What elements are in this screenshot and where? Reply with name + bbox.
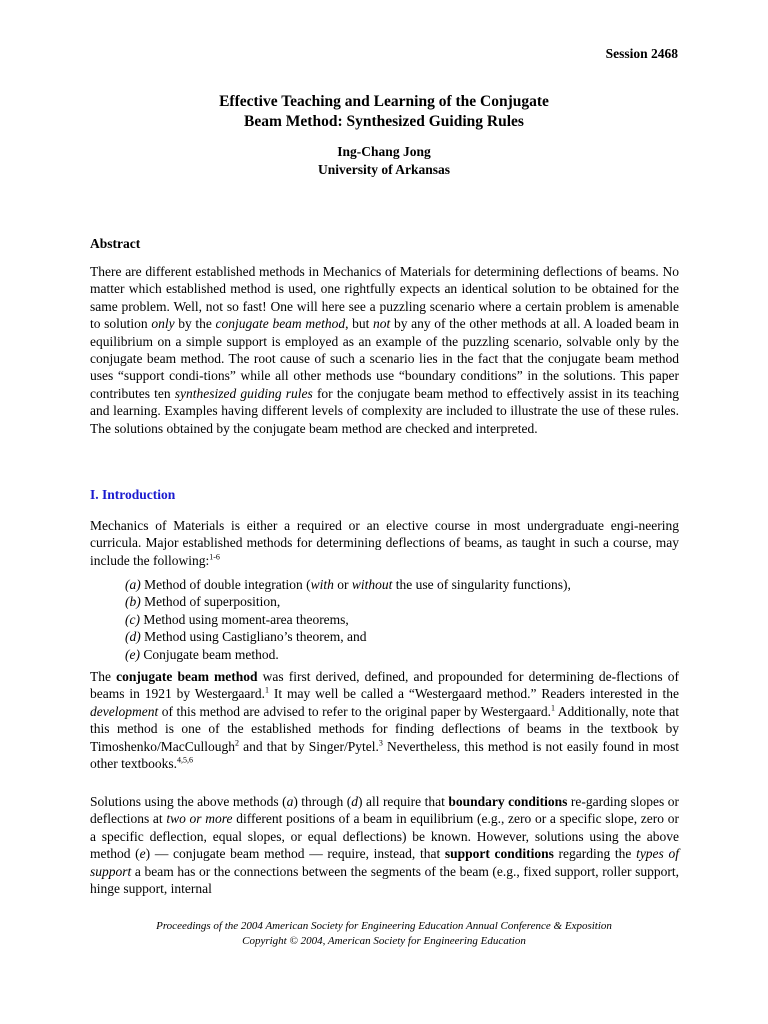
author-affiliation: University of Arkansas: [317, 162, 450, 177]
citation-ref: 4,5,6: [177, 755, 193, 765]
title-line-1: Effective Teaching and Learning of the Conjugate: [219, 93, 549, 110]
intro-paragraph-2: The conjugate beam method was first derived, defined, and propounded for determining de-flections of beams in 1921 by Westergaard.$^1$ It may well be called a “Westergaard method.” Readers interested in the development of this method are advised to refer to the original paper by Westergaard.$^1$ Additionally, note that this method is one of the established methods for finding deflections of beams in the textbook by Timoshenko/MacCullough$^2$ and that by Singer/Pytel.$^3$ Nevertheless, this method is not easily found in most other textbooks.$^{4,5,6}$: [90, 669, 680, 772]
list-item: (a) Method of double integration (with or without the use of singularity functions),: [125, 577, 571, 592]
citation-ref: 3: [378, 738, 383, 748]
intro-paragraph-3: Solutions using the above methods (a) through (d) all require that boundary conditions re-garding slopes or deflections at two or more different positions of a beam in equilibrium (e.g., zero or a specific slope, zero or a specific deflection, equal slopes, or equal deflections) be known. However, solutions using the above method (e) — conjugate beam method — require, instead, that support conditions regarding the types of support a beam has or the connections between the segments of the beam (e.g., fixed support, roller support, hinge support, internal: [90, 794, 679, 897]
author-name: Ing-Chang Jong: [337, 144, 431, 159]
introduction-heading: I. Introduction: [90, 487, 176, 502]
citation-ref: 2: [235, 738, 240, 748]
abstract-paragraph: There are different established methods in Mechanics of Materials for determining deflections of beams. No matter which established method is used, one rightfully expects an identical solution to be obtained for the same problem. Well, not so fast! One will here see a puzzling scenario where a certain problem is amenable to solution only by the conjugate beam method, but not by any of the other methods at all. A loaded beam in equilibrium on a simple support is employed as an example of the puzzling scenario, solvable only by the conjugate beam method. The root cause of such a scenario lies in the fact that the conjugate beam method uses “support condi-tions” while all other methods use “boundary conditions” in the solutions. This paper contributes ten synthesized guiding rules for the conjugate beam method to effectively assist in its teaching and learning. Examples having different levels of complexity are included to illustrate the use of these rules. The solutions obtained by the conjugate beam method are checked and interpreted.: [90, 264, 680, 436]
list-item: (e) Conjugate beam method.: [125, 646, 279, 662]
title-line-2: Beam Method: Synthesized Guiding Rules: [244, 113, 524, 130]
citation-ref: 1: [265, 685, 270, 695]
footer-copyright: Copyright © 2004, American Society for Engineering Education: [242, 935, 526, 947]
citation-ref: 1-6: [209, 552, 220, 562]
footer-proceedings: Proceedings of the 2004 American Society for Engineering Education Annual Conference & Exposition: [156, 920, 612, 932]
page-footer: [0, 919, 768, 949]
abstract-heading: Abstract: [90, 236, 141, 251]
list-item: (c) Method using moment-area theorems,: [125, 611, 349, 627]
list-item: (d) Method using Castigliano’s theorem, and: [125, 629, 367, 645]
session-number: Session 2468: [605, 46, 678, 61]
list-item: (b) Method of superposition,: [125, 594, 281, 610]
intro-paragraph-1: Mechanics of Materials is either a required or an elective course in most undergraduate engi-neering curricula. Major established methods for determining deflections of beams, as taught in such a course, may include the following:$^{1-6}$: [90, 518, 679, 568]
author-block: [0, 143, 768, 179]
paper-title: [0, 92, 768, 132]
methods-list: [125, 576, 571, 663]
citation-ref: 1: [551, 703, 556, 713]
